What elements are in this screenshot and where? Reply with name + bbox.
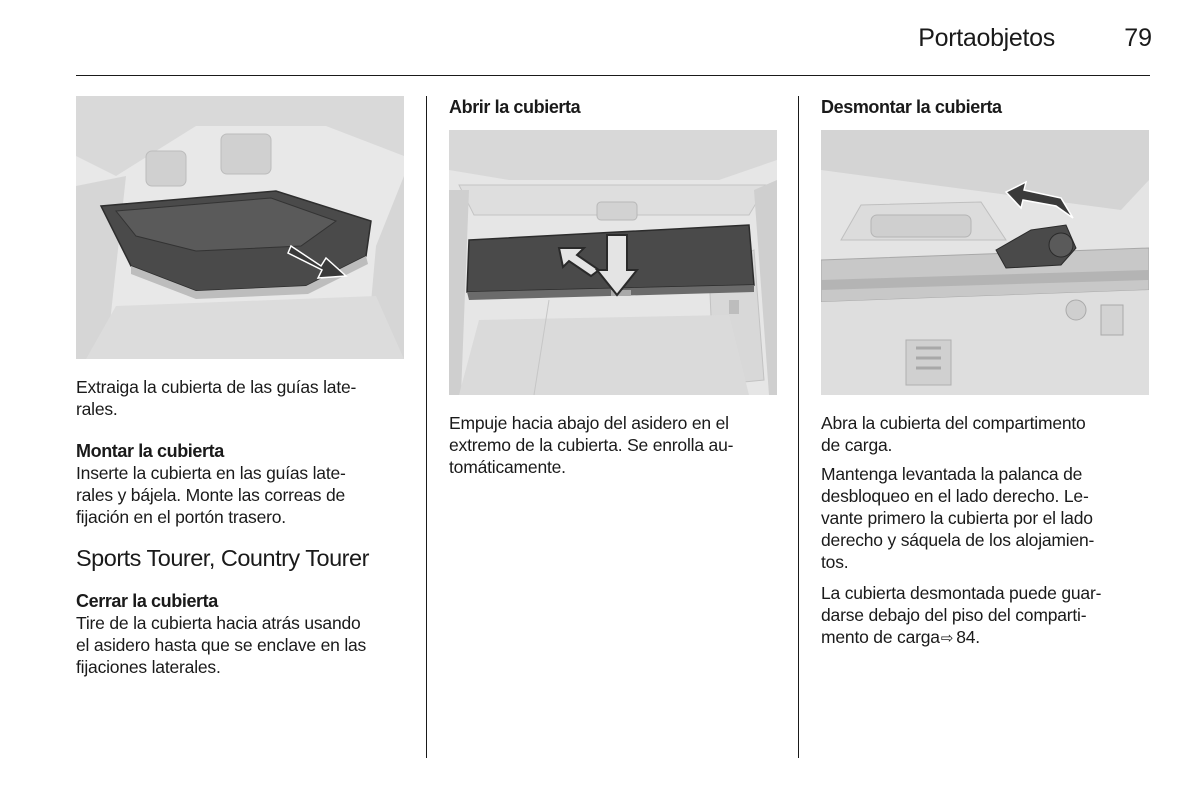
arrow-right-outline-icon: ⇨ [940, 630, 954, 647]
heading-remove-cover: Desmontar la cubierta [821, 97, 1002, 117]
figure-remove-cover [821, 130, 1149, 395]
column-divider-1 [426, 96, 427, 758]
paragraph-mount-cover: Inserte la cubierta en las guías late- rales y bájela. Monte las correas de fijación en el portón trasero. [76, 463, 346, 527]
heading-open-cover: Abrir la cubierta [449, 97, 581, 117]
column-divider-2 [798, 96, 799, 758]
section-title-sports-tourer: Sports Tourer, Country Tourer [76, 545, 369, 571]
store-cover-text: La cubierta desmontada puede guar- darse debajo del piso del comparti- mento de carga [821, 583, 1102, 647]
page-reference-link[interactable]: 84. [956, 627, 980, 647]
paragraph-open-cover: Empuje hacia abajo del asidero en el extremo de la cubierta. Se enrolla au- tomáticamente. [449, 413, 734, 477]
page-number: 79 [1124, 24, 1152, 52]
figure-open-cover [449, 130, 777, 395]
figure-remove-cover-hatchback [76, 96, 404, 359]
subheading-mount-cover: Montar la cubierta [76, 441, 224, 461]
paragraph-release-lever: Mantenga levantada la palanca de desbloqueo en el lado derecho. Le- vante primero la cubierta por el lado derecho y sáquela de los alojamien- tos. [821, 464, 1095, 572]
paragraph-open-cargo-cover: Abra la cubierta del compartimento de carga. [821, 413, 1086, 455]
mount-cover-block [76, 440, 408, 528]
close-cover-block [76, 590, 408, 678]
header-divider [76, 75, 1150, 76]
paragraph-extract-cover: Extraiga la cubierta de las guías late- rales. [76, 377, 357, 419]
page-header-title: Portaobjetos [918, 24, 1055, 52]
paragraph-close-cover: Tire de la cubierta hacia atrás usando el asidero hasta que se enclave en las fijaciones laterales. [76, 613, 367, 677]
subheading-close-cover: Cerrar la cubierta [76, 591, 218, 611]
paragraph-store-cover [821, 582, 1153, 650]
